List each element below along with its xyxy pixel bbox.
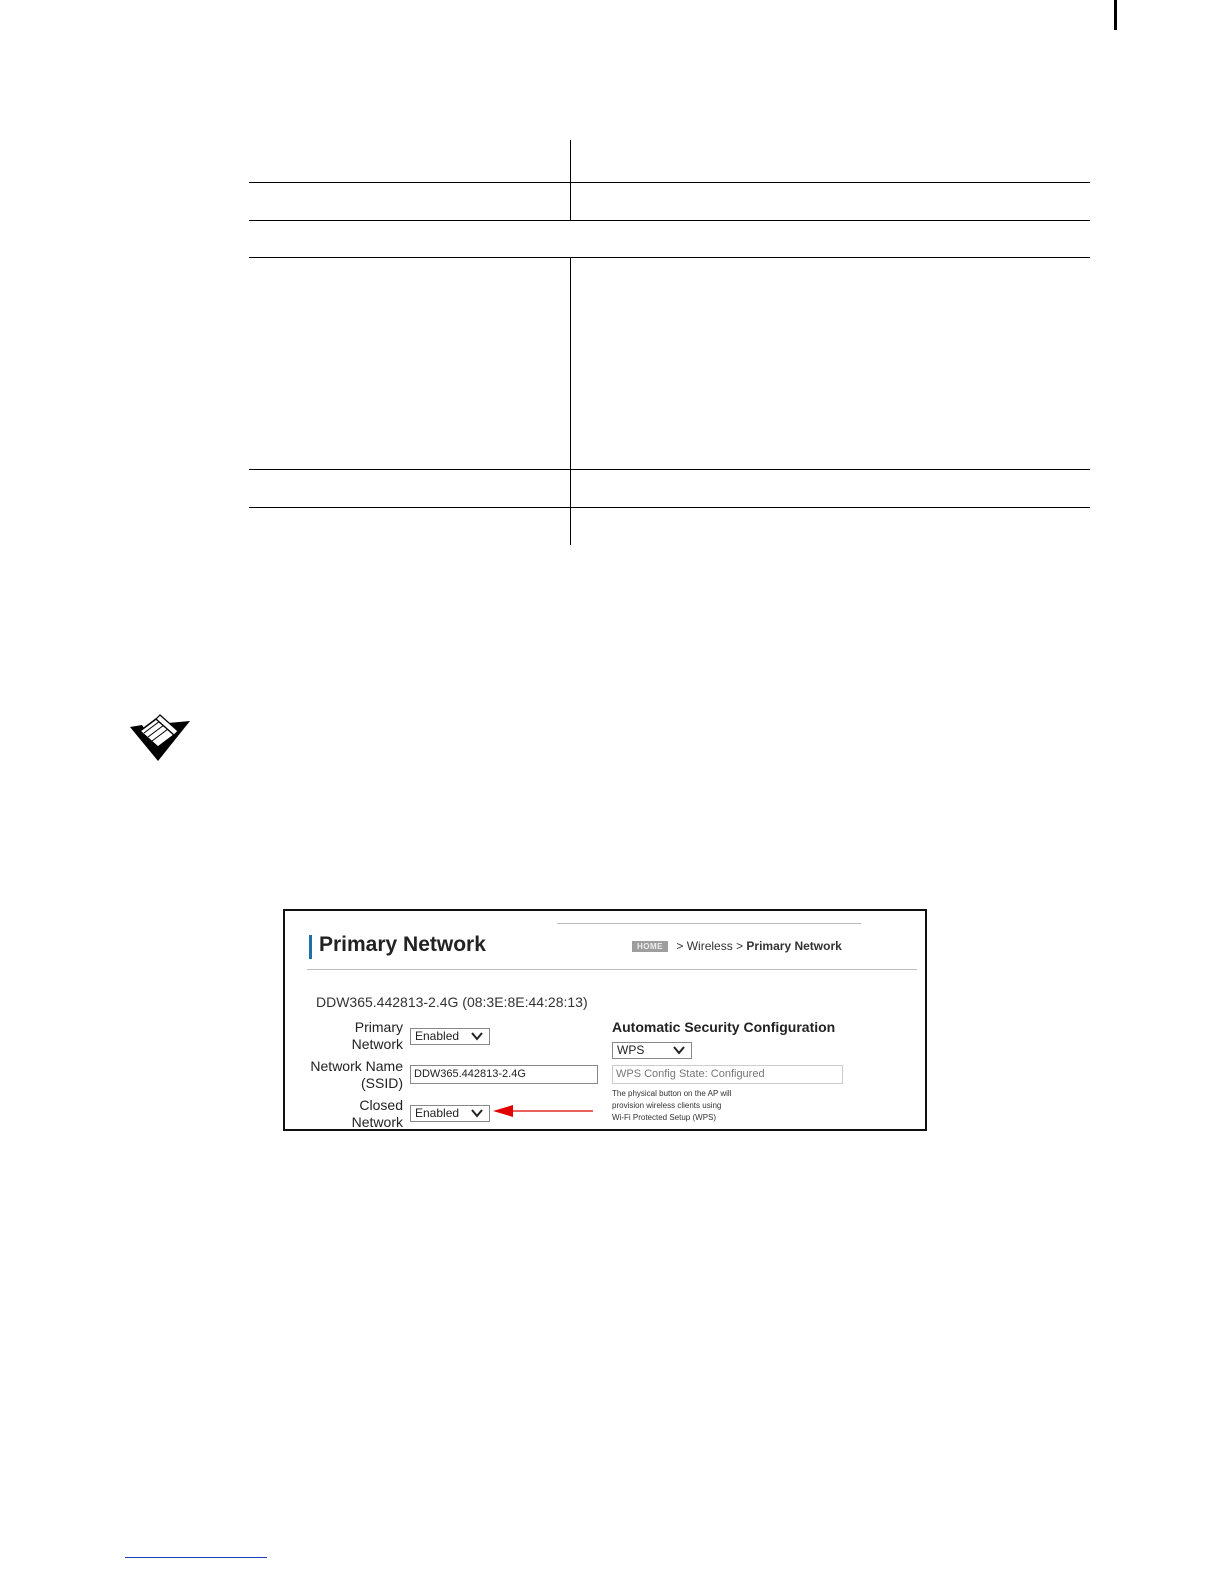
breadcrumb-separator: > [676, 939, 684, 953]
table-rule [249, 182, 1090, 183]
home-button[interactable]: HOME [632, 941, 668, 952]
primary-network-select[interactable]: Enabled [410, 1028, 490, 1045]
auto-security-title: Automatic Security Configuration [612, 1019, 836, 1035]
wps-state-field: WPS Config State: Configured [612, 1065, 843, 1084]
table-rule [249, 507, 1090, 508]
closed-network-label: Closed Network [351, 1097, 403, 1130]
table-divider [570, 140, 571, 220]
breadcrumb-separator: > [736, 939, 744, 953]
note-pencil-checkmark-icon [128, 713, 192, 767]
red-arrow-icon [493, 1104, 595, 1118]
table-rule [249, 220, 1090, 221]
primary-network-screenshot [283, 909, 927, 1131]
closed-network-select[interactable]: Enabled [410, 1105, 490, 1122]
wps-help-text: The physical button on the AP will provision wireless clients using Wi-Fi Protected Setup (WPS) [612, 1089, 732, 1122]
table-rule [249, 257, 1090, 258]
edge-rule [1114, 0, 1117, 30]
primary-network-label: Primary Network [351, 1019, 403, 1052]
breadcrumb [632, 939, 842, 953]
ssid-input[interactable]: DDW365.442813-2.4G [410, 1065, 598, 1084]
footer-link-underline[interactable] [125, 1557, 267, 1558]
network-identifier: DDW365.442813-2.4G (08:3E:8E:44:28:13) [316, 994, 588, 1010]
page-title: Primary Network [319, 933, 486, 956]
chevron-down-icon [673, 1046, 685, 1055]
chevron-down-icon [471, 1109, 483, 1118]
header-divider [307, 969, 917, 970]
network-name-label: Network Name (SSID) [310, 1058, 403, 1091]
top-rule [557, 923, 861, 924]
document-table [249, 140, 1090, 545]
auto-security-select[interactable]: WPS [612, 1042, 692, 1059]
breadcrumb-current: Primary Network [746, 939, 842, 953]
table-divider [570, 257, 571, 545]
breadcrumb-wireless[interactable]: Wireless [686, 939, 733, 953]
table-rule [249, 469, 1090, 470]
title-accent-bar [309, 935, 312, 959]
chevron-down-icon [471, 1032, 483, 1041]
